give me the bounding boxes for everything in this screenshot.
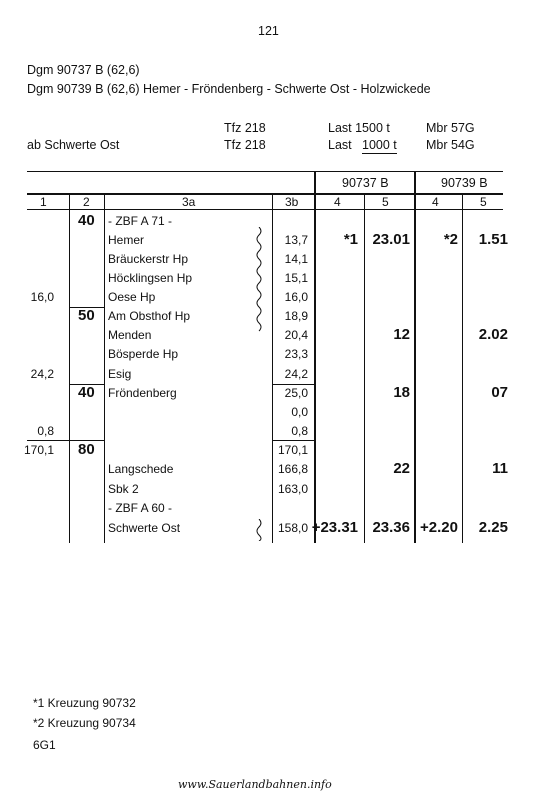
col-header-3a: 3a	[182, 195, 196, 209]
cell-c3b: 0,8	[291, 424, 308, 438]
cell-c3b: 16,0	[284, 290, 308, 304]
cell-c3b: 20,4	[284, 328, 308, 342]
cell-c3a: - ZBF A 60 -	[108, 501, 173, 515]
cell-c3a: Höcklingsen Hp	[108, 271, 193, 285]
km-rule-2	[272, 440, 315, 441]
cell-a4: +23.31	[311, 519, 358, 536]
cell-c3b: 163,0	[277, 482, 308, 496]
table-top-rule	[27, 171, 503, 172]
cell-a5: 23.01	[372, 231, 410, 248]
cell-b5: 07	[491, 384, 508, 401]
cell-c3a: Esig	[108, 367, 132, 381]
col-divider-5	[364, 193, 365, 543]
train-number-a: 90737 B	[342, 176, 389, 190]
cell-c2: 50	[78, 307, 95, 324]
cell-c3a: Oese Hp	[108, 290, 156, 304]
col-divider-7	[462, 193, 463, 543]
col-header-4b: 4	[432, 195, 439, 209]
cell-c3a: Bösperde Hp	[108, 347, 179, 361]
cell-c1: 170,1	[23, 443, 54, 457]
train-number-b: 90739 B	[441, 176, 488, 190]
cell-c1: 0,8	[37, 424, 54, 438]
cell-c3b: 14,1	[284, 252, 308, 266]
column-header-rule	[27, 209, 503, 210]
cell-a4: *1	[343, 231, 358, 248]
mbr-2: Mbr 54G	[426, 138, 475, 152]
cell-c3b: 15,1	[284, 271, 308, 285]
col-header-4a: 4	[334, 195, 341, 209]
cell-c3b: 18,9	[284, 309, 308, 323]
cell-b4: +2.20	[420, 519, 458, 536]
cell-b5: 11	[492, 460, 508, 477]
cell-c2: 40	[78, 384, 95, 401]
cell-c2: 40	[78, 212, 95, 229]
tfz-2: Tfz 218	[224, 138, 266, 152]
cell-c3b: 166,8	[277, 462, 308, 476]
col-divider-4	[314, 171, 316, 543]
col-divider-3	[272, 193, 273, 543]
last-2-prefix: Last	[328, 138, 352, 152]
cell-c3a: Am Obsthof Hp	[108, 309, 191, 323]
cell-c3b: 24,2	[284, 367, 308, 381]
cell-b5: 2.25	[478, 519, 508, 536]
from-station-label: ab Schwerte Ost	[27, 138, 120, 152]
cell-c3a: Fröndenberg	[108, 386, 177, 400]
train-title-2: Dgm 90739 B (62,6) Hemer - Fröndenberg - Schwerte Ost - Holzwickede	[27, 82, 431, 96]
col-header-5a: 5	[382, 195, 389, 209]
cell-c2: 80	[78, 441, 95, 458]
col-divider-2	[104, 193, 105, 543]
wavy-line-marker-2	[254, 519, 264, 541]
cell-c3a: Sbk 2	[108, 482, 139, 496]
col-header-5b: 5	[480, 195, 487, 209]
cell-a5: 12	[393, 326, 410, 343]
col-header-1: 1	[40, 195, 47, 209]
page-code: 6G1	[33, 738, 56, 752]
cell-c3a: Bräuckerstr Hp	[108, 252, 189, 266]
cell-c3a: Langschede	[108, 462, 174, 476]
cell-b5: 1.51	[478, 231, 508, 248]
cell-c3b: 23,3	[284, 347, 308, 361]
footer-url: www.Sauerlandbahnen.info	[178, 778, 332, 791]
cell-b5: 2.02	[478, 326, 508, 343]
cell-c3a: Schwerte Ost	[108, 521, 181, 535]
mbr-1: Mbr 57G	[426, 121, 475, 135]
page-number: 121	[258, 24, 279, 38]
cell-c1: 24,2	[30, 367, 54, 381]
km-rule-1	[272, 384, 315, 385]
col-header-3b: 3b	[285, 195, 299, 209]
col-divider-6	[414, 171, 416, 543]
cell-c3b: 0,0	[291, 405, 308, 419]
cell-b4: *2	[443, 231, 458, 248]
tfz-1: Tfz 218	[224, 121, 266, 135]
cell-a5: 23.36	[372, 519, 410, 536]
last-1: Last 1500 t	[328, 121, 390, 135]
train-title-1: Dgm 90737 B (62,6)	[27, 63, 140, 77]
cell-c3b: 13,7	[284, 233, 308, 247]
footnote-2: *2 Kreuzung 90734	[33, 716, 136, 730]
cell-c3a: - ZBF A 71 -	[108, 214, 173, 228]
cell-c3b: 158,0	[277, 521, 308, 535]
wavy-line-marker	[254, 227, 264, 335]
cell-c3b: 170,1	[277, 443, 308, 457]
col-divider-1	[69, 193, 70, 543]
cell-c1: 16,0	[30, 290, 54, 304]
cell-a5: 22	[393, 460, 410, 477]
cell-c3a: Hemer	[108, 233, 145, 247]
cell-c3b: 25,0	[284, 386, 308, 400]
cell-a5: 18	[393, 384, 410, 401]
last-2-value: 1000 t	[362, 138, 397, 152]
footnote-1: *1 Kreuzung 90732	[33, 696, 136, 710]
col-header-2: 2	[83, 195, 90, 209]
cell-c3a: Menden	[108, 328, 152, 342]
